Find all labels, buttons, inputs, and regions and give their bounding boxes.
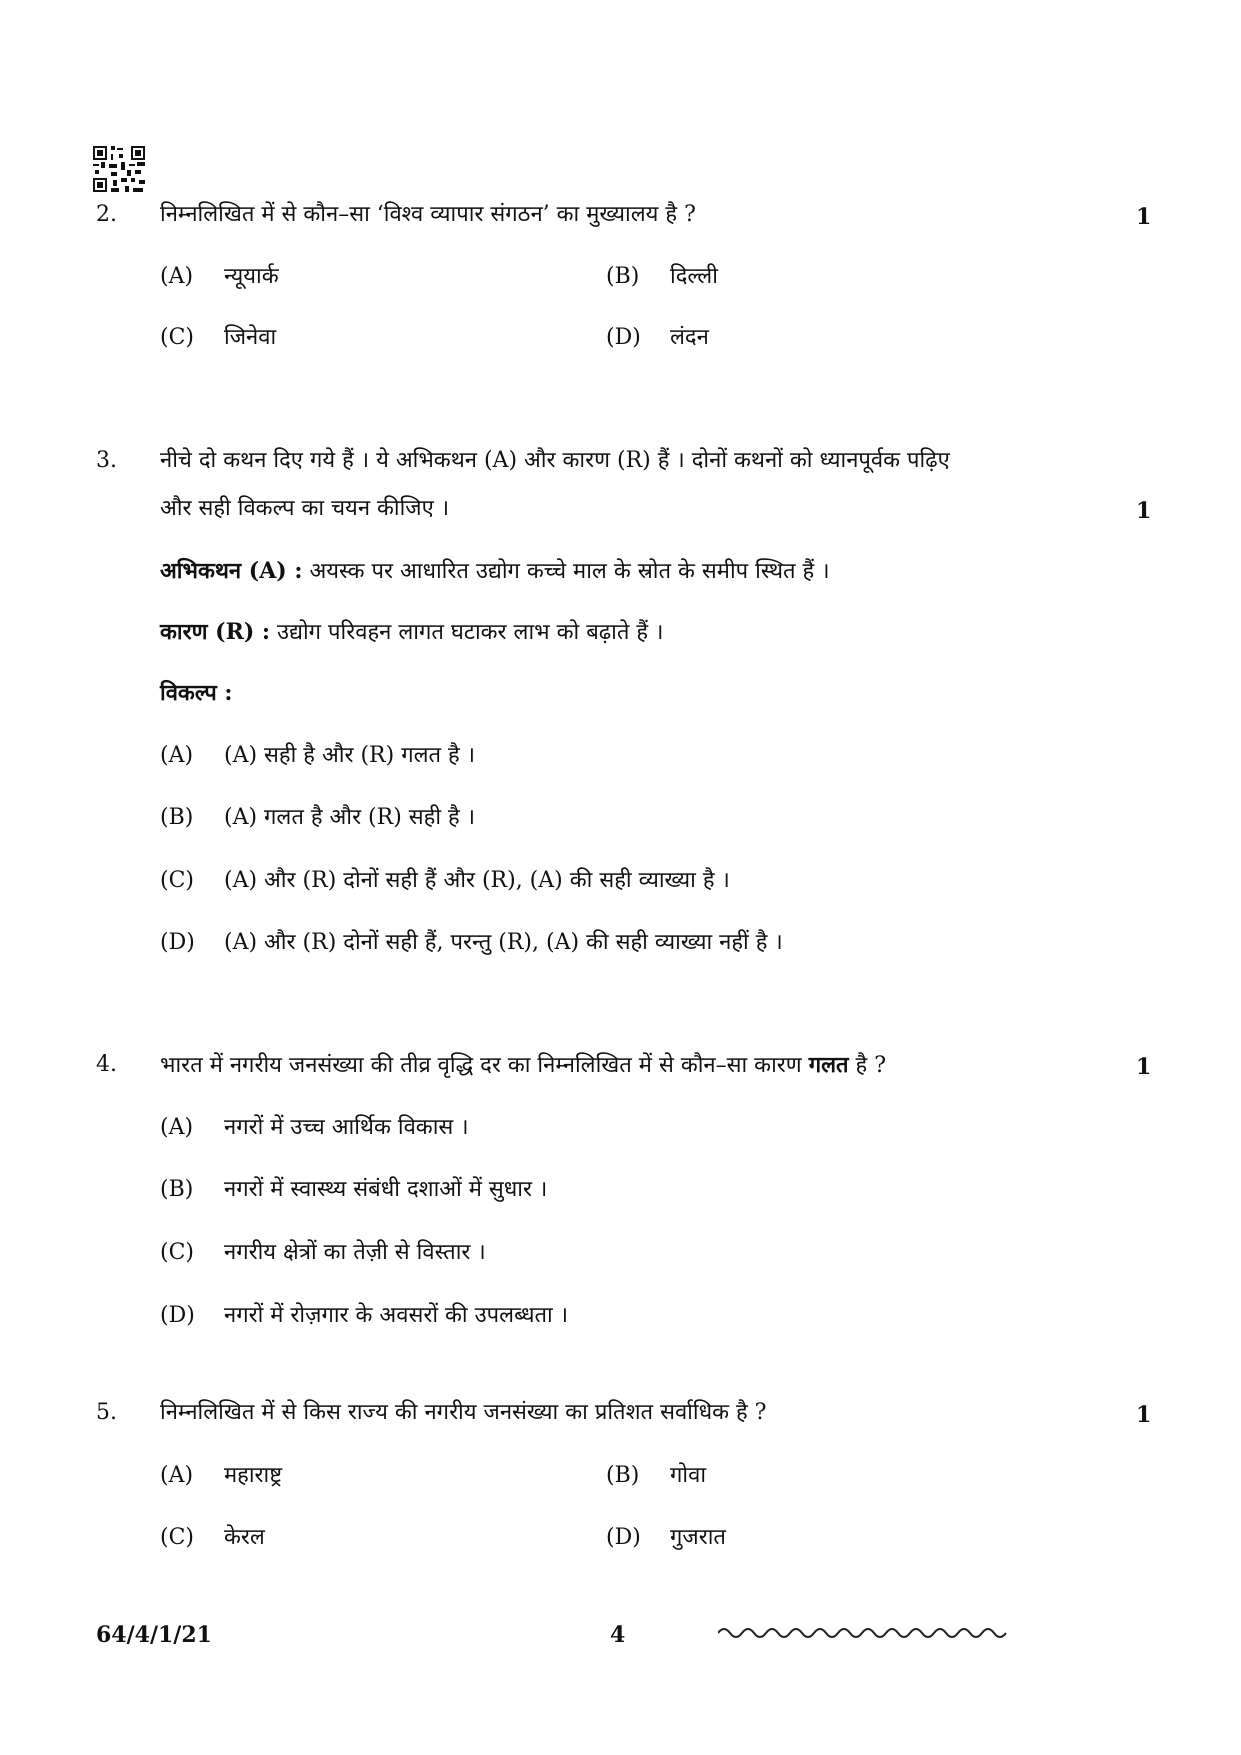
option-tag: (A) [160,1115,194,1140]
option-text: नगरीय क्षेत्रों का तेज़ी से विस्तार । [224,1240,486,1265]
option-text: नगरों में उच्च आर्थिक विकास । [224,1115,469,1140]
option-text: जिनेवा [224,325,277,350]
option-tag: (C) [160,1240,194,1265]
option-text: (A) और (R) दोनों सही हैं और (R), (A) की सही व्याख्या है । [224,868,730,893]
option-text: नगरों में रोज़गार के अवसरों की उपलब्धता । [224,1303,569,1328]
option-tag: (B) [160,805,194,830]
option-text: (A) गलत है और (R) सही है । [224,805,476,830]
question-number: 2. [96,202,117,227]
option-tag: (D) [160,1303,195,1328]
option-tag: (B) [606,1463,640,1488]
option-d [160,928,783,958]
option-a [160,1113,469,1143]
option-c [160,323,276,353]
option-tag: (C) [160,868,194,893]
option-b [606,262,718,292]
question-number: 4. [96,1052,117,1077]
option-d [606,1523,726,1553]
option-b [160,803,475,833]
question-emphasis: गलत [808,1052,849,1078]
assertion [160,556,830,587]
reason [160,617,663,648]
qr-code-icon [93,146,145,192]
question-text-part: भारत में नगरीय जनसंख्या की तीव्र वृद्धि दर का निम्नलिखित में से कौन–सा कारण [160,1053,809,1078]
option-d [606,323,709,353]
option-text: महाराष्ट्र [224,1463,283,1488]
reason-label: कारण (R) : [160,619,271,645]
option-tag: (A) [160,264,194,289]
option-tag: (A) [160,743,194,768]
option-b [160,1175,547,1205]
option-c [160,1238,486,1268]
assertion-text: अयस्क पर आधारित उद्योग कच्चे माल के स्रोत के समीप स्थित हैं । [302,559,830,584]
options-label: विकल्प : [160,680,233,706]
option-tag: (C) [160,325,194,350]
question-text: निम्नलिखित में से कौन–सा ‘विश्व व्यापार संगठन’ का मुख्यालय है ? [160,202,696,227]
option-text: (A) और (R) दोनों सही हैं, परन्तु (R), (A) की सही व्याख्या नहीं है । [224,930,783,955]
option-text: दिल्ली [670,264,718,289]
question-number: 5. [96,1400,117,1425]
option-text: गुजरात [670,1525,726,1550]
paper-code: 64/4/1/21 [96,1622,212,1648]
question-text: निम्नलिखित में से किस राज्य की नगरीय जनसंख्या का प्रतिशत सर्वाधिक है ? [160,1400,767,1425]
option-c [160,866,730,896]
question-marks: 1 [1136,498,1152,524]
assertion-label: अभिकथन (A) : [160,558,303,584]
option-d [160,1301,568,1331]
question-text [160,1050,886,1081]
question-text-part: है ? [848,1053,886,1078]
option-text: लंदन [670,325,709,350]
option-text: गोवा [670,1463,707,1488]
option-tag: (B) [160,1177,194,1202]
question-text-line2: और सही विकल्प का चयन कीजिए । [160,496,450,521]
question-marks: 1 [1136,1402,1152,1428]
reason-text: उद्योग परिवहन लागत घटाकर लाभ को बढ़ाते हैं । [270,620,664,645]
question-marks: 1 [1136,204,1152,230]
question-number: 3. [96,448,117,473]
option-tag: (A) [160,1463,194,1488]
option-a [160,262,279,292]
wavy-line-decoration [718,1624,1008,1642]
question-marks: 1 [1136,1054,1152,1080]
option-c [160,1523,265,1553]
option-a [160,741,475,771]
option-tag: (C) [160,1525,194,1550]
option-text: नगरों में स्वास्थ्य संबंधी दशाओं में सुधार । [224,1177,548,1202]
page-number: 4 [610,1622,626,1648]
option-text: (A) सही है और (R) गलत है । [224,743,476,768]
option-text: केरल [224,1525,265,1550]
option-tag: (D) [160,930,195,955]
option-tag: (D) [606,325,641,350]
option-b [606,1461,706,1491]
option-tag: (B) [606,264,640,289]
option-text: न्यूयार्क [224,264,279,289]
option-tag: (D) [606,1525,641,1550]
option-a [160,1461,282,1491]
question-text-line1: नीचे दो कथन दिए गये हैं । ये अभिकथन (A) और कारण (R) हैं । दोनों कथनों को ध्यानपूर्वक पढ़िए [160,448,950,473]
